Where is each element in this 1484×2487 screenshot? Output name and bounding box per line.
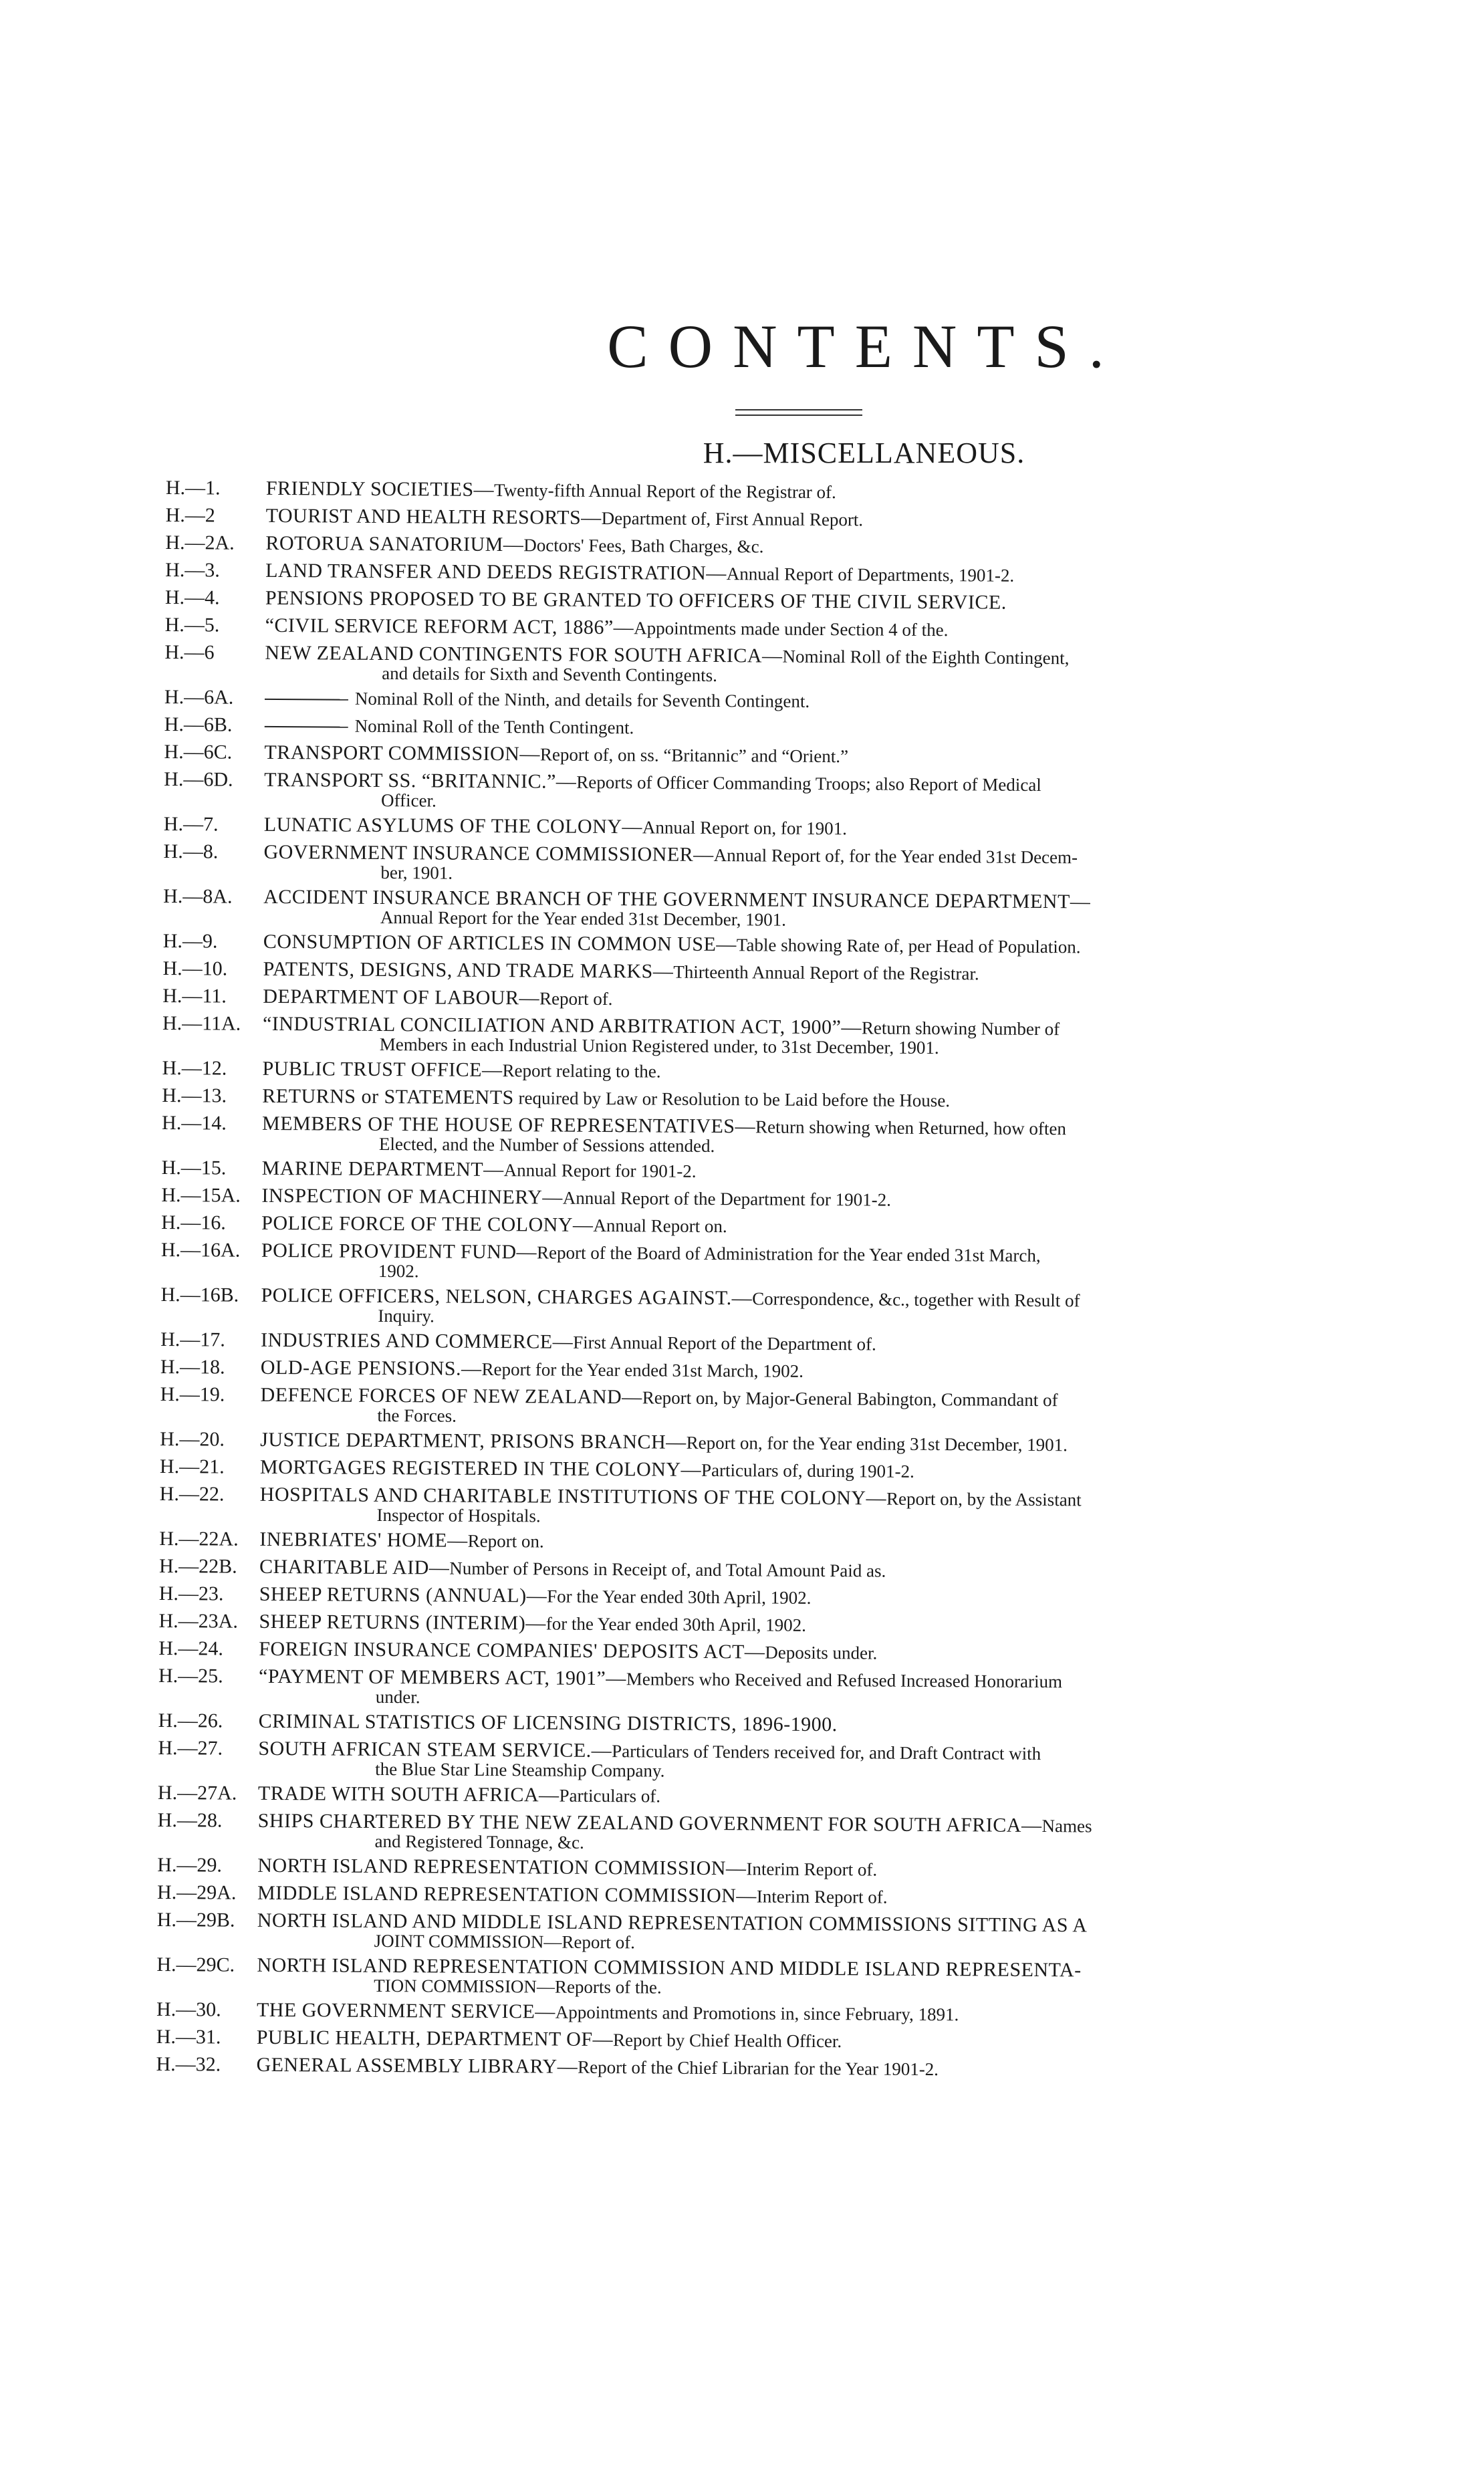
entry-heading: PUBLIC TRUST OFFICE—: [262, 1057, 503, 1082]
entry-heading: ROTORUA SANATORIUM—: [265, 531, 524, 556]
contents-entry: [160, 1284, 1344, 1330]
entry-text: [264, 814, 1347, 842]
entry-code: H.—30.: [156, 1998, 221, 2021]
entry-heading: RETURNS or STATEMENTS: [262, 1084, 514, 1109]
contents-entry: [157, 1810, 1340, 1856]
entry-code: H.—2A.: [165, 531, 235, 554]
entry-code: H.—28.: [157, 1808, 223, 1832]
contents-entry: [160, 1329, 1344, 1358]
entry-text: [264, 742, 1347, 770]
entry-code: H.—18.: [160, 1355, 225, 1379]
contents-entry: [159, 1528, 1342, 1557]
entry-code: H.—3.: [165, 558, 220, 582]
entry-description: Correspondence, &c., together with Result of: [752, 1288, 1080, 1311]
entry-heading: NEW ZEALAND CONTINGENTS FOR SOUTH AFRICA—: [265, 641, 783, 667]
entry-heading: POLICE FORCE OF THE COLONY—: [261, 1211, 594, 1236]
entry-heading: THE GOVERNMENT SERVICE—: [256, 1998, 555, 2023]
entry-text: [265, 642, 1348, 688]
entry-heading: SHIPS CHARTERED BY THE NEW ZEALAND GOVERNMENT FOR SOUTH AFRICA—: [257, 1809, 1042, 1837]
entry-code: H.—22.: [159, 1482, 225, 1506]
entry-description: Deposits under.: [765, 1642, 878, 1663]
entry-text: [261, 1330, 1344, 1358]
entry-heading: DEPARTMENT OF LABOUR—: [263, 985, 540, 1010]
entry-code: H.—21.: [159, 1455, 225, 1478]
entry-heading: JUSTICE DEPARTMENT, PRISONS BRANCH—: [260, 1428, 687, 1453]
entry-text: [259, 1666, 1342, 1711]
entry-text: [257, 1910, 1340, 1956]
contents-entry: [160, 1429, 1343, 1457]
contents-entry: [166, 505, 1349, 534]
entry-text: [263, 886, 1346, 932]
contents-entry: [158, 1738, 1341, 1784]
entry-heading: INEBRIATES' HOME—: [259, 1528, 468, 1552]
entry-code: H.—13.: [162, 1084, 227, 1107]
entry-description: Report of the Board of Administration for the Year ended 31st March,: [536, 1242, 1041, 1266]
entry-heading: “PAYMENT OF MEMBERS ACT, 1901”—: [258, 1665, 626, 1690]
entry-text: [259, 1711, 1342, 1739]
entry-code: H.—17.: [160, 1328, 225, 1351]
entry-continuation: and Registered Tonnage, &c.: [374, 1830, 584, 1853]
entry-description: Particulars of, during 1901-2.: [701, 1459, 914, 1482]
entry-description: Names: [1041, 1816, 1092, 1837]
entry-description: for the Year ended 30th April, 1902.: [545, 1613, 807, 1635]
contents-entry: [164, 814, 1347, 842]
entry-description: Report relating to the.: [502, 1060, 661, 1082]
entry-code: H.—2: [165, 503, 215, 527]
entry-code: H.—14.: [162, 1111, 227, 1135]
contents-entry: [165, 587, 1348, 616]
entry-description: Doctors' Fees, Bath Charges, &c.: [523, 535, 764, 557]
contents-entry: [164, 687, 1348, 715]
entry-text: [265, 715, 1348, 743]
entry-heading: TRANSPORT COMMISSION—: [264, 741, 540, 765]
entry-text: [261, 1213, 1344, 1241]
entry-text: [261, 1285, 1344, 1330]
entry-text: [257, 1855, 1340, 1883]
entry-text: [263, 931, 1346, 959]
entry-continuation: Members in each Industrial Union Registered under, to 31st December, 1901.: [379, 1034, 939, 1058]
contents-entry: [159, 1556, 1342, 1584]
entry-heading: PENSIONS PROPOSED TO BE GRANTED TO OFFICERS OF THE CIVIL SERVICE.: [265, 586, 1007, 614]
entry-heading: FOREIGN INSURANCE COMPANIES' DEPOSITS ACT—: [259, 1637, 765, 1663]
entry-heading: TOURIST AND HEALTH RESORTS—: [265, 504, 602, 529]
entry-heading: ACCIDENT INSURANCE BRANCH OF THE GOVERNMENT INSURANCE DEPARTMENT—: [263, 885, 1091, 913]
entry-heading: CHARITABLE AID—: [259, 1555, 450, 1579]
entry-continuation: JOINT COMMISSION—Report of.: [374, 1930, 635, 1953]
entry-text: [259, 1639, 1342, 1667]
entry-description: First Annual Report of the Department of.: [573, 1332, 876, 1354]
contents-entry: [161, 1239, 1344, 1286]
entry-continuation: under.: [375, 1686, 420, 1707]
contents-entry: [158, 1611, 1342, 1639]
ditto-dash: [265, 699, 348, 701]
entry-description: Annual Report of the Department for 1901-2.: [562, 1187, 892, 1210]
entry-continuation: Annual Report for the Year ended 31st December, 1901.: [380, 907, 787, 930]
entry-continuation: 1902.: [378, 1260, 419, 1282]
entry-text: [259, 1584, 1342, 1612]
entry-text: [263, 959, 1346, 987]
entry-text: [259, 1556, 1342, 1584]
contents-entry: [164, 741, 1347, 770]
entry-heading: NORTH ISLAND REPRESENTATION COMMISSION—: [257, 1854, 747, 1880]
entry-text: [258, 1783, 1341, 1811]
contents-entry: [165, 560, 1348, 588]
entry-code: H.—5.: [164, 613, 220, 636]
entry-description: Report of.: [539, 988, 613, 1010]
entry-heading: LUNATIC ASYLUMS OF THE COLONY—: [263, 813, 643, 838]
entry-text: [261, 1357, 1344, 1385]
entry-code: H.—16A.: [160, 1238, 241, 1262]
entry-code: H.—7.: [163, 812, 219, 836]
entry-heading: FRIENDLY SOCIETIES—: [265, 477, 495, 501]
entry-description: Table showing Rate of, per Head of Population.: [736, 935, 1081, 957]
entry-code: H.—4.: [164, 586, 220, 609]
entry-code: H.—22A.: [159, 1527, 239, 1550]
contents-entry: [162, 985, 1346, 1014]
entry-heading: LAND TRANSFER AND DEEDS REGISTRATION—: [265, 559, 727, 585]
entry-heading: CONSUMPTION OF ARTICLES IN COMMON USE—: [263, 930, 737, 956]
entry-heading: MARINE DEPARTMENT—: [261, 1157, 504, 1181]
entry-text: [265, 560, 1348, 588]
entry-description: Interim Report of.: [756, 1886, 888, 1907]
entry-text: [263, 1014, 1346, 1059]
entry-description: Report of the Chief Librarian for the Year 1901-2.: [578, 2056, 939, 2080]
entry-heading: MORTGAGES REGISTERED IN THE COLONY—: [259, 1455, 702, 1481]
ditto-dash: [265, 726, 348, 728]
entry-heading: DEFENCE FORCES OF NEW ZEALAND—: [260, 1383, 642, 1409]
entry-description: required by Law or Resolution to be Laid before the House.: [513, 1088, 951, 1111]
entry-heading: GOVERNMENT INSURANCE COMMISSIONER—: [263, 840, 714, 866]
entry-code: H.—6A.: [164, 685, 234, 709]
contents-entry: [160, 1456, 1343, 1485]
entry-code: H.—27.: [158, 1736, 223, 1760]
entry-code: H.—8A.: [163, 884, 233, 908]
entry-description: Appointments and Promotions in, since February, 1891.: [555, 2002, 959, 2025]
entry-heading: PATENTS, DESIGNS, AND TRADE MARKS—: [263, 957, 674, 983]
contents-entry: [162, 958, 1346, 987]
entry-heading: OLD-AGE PENSIONS.—: [260, 1356, 482, 1380]
entry-description: Report for the Year ended 31st March, 1902.: [481, 1358, 804, 1381]
entry-text: [266, 505, 1349, 534]
entry-code: H.—19.: [160, 1383, 225, 1406]
contents-entry: [158, 1710, 1342, 1739]
entry-description: Appointments made under Section 4 of the.: [634, 618, 949, 640]
entry-code: H.—23.: [158, 1582, 224, 1605]
contents-entry: [156, 1954, 1340, 2000]
entry-description: For the Year ended 30th April, 1902.: [547, 1586, 812, 1608]
entry-text: [257, 1955, 1340, 2000]
entry-code: H.—6C.: [164, 740, 233, 763]
entry-description: Thirteenth Annual Report of the Registrar.: [673, 961, 979, 984]
contents-entry: [158, 1638, 1342, 1667]
entry-heading: NORTH ISLAND AND MIDDLE ISLAND REPRESENTATION COMMISSIONS SITTING AS A: [257, 1909, 1088, 1937]
contents-entry: [164, 642, 1348, 688]
entry-heading: HOSPITALS AND CHARITABLE INSTITUTIONS OF THE COLONY—: [259, 1483, 887, 1510]
entry-text: [256, 2054, 1339, 2083]
entry-continuation: Elected, and the Number of Sessions attended.: [378, 1133, 715, 1157]
entry-heading: “CIVIL SERVICE REFORM ACT, 1886”—: [265, 614, 634, 639]
entry-text: [260, 1429, 1343, 1457]
entry-text: [265, 687, 1348, 715]
entry-continuation: the Forces.: [377, 1405, 457, 1426]
entry-text: [263, 986, 1346, 1014]
entry-continuation: Inspector of Hospitals.: [376, 1504, 541, 1526]
entry-description: Reports of Officer Commanding Troops; also Report of Medical: [576, 772, 1041, 796]
entry-heading: POLICE PROVIDENT FUND—: [261, 1239, 537, 1264]
entry-code: H.—11A.: [162, 1012, 241, 1035]
entry-heading: TRANSPORT SS. “BRITANNIC.”—: [264, 768, 577, 793]
title-rule-bottom: [735, 414, 862, 416]
entry-text: [261, 1240, 1344, 1286]
entry-text: [262, 1113, 1345, 1159]
contents-entry: [156, 1999, 1340, 2028]
entry-text: [257, 1810, 1340, 1856]
entry-text: [259, 1611, 1342, 1639]
entry-description: Annual Report on, for 1901.: [642, 817, 848, 839]
entry-code: H.—29.: [157, 1853, 223, 1877]
entry-code: H.—6: [164, 640, 215, 664]
entry-description: Twenty-fifth Annual Report of the Registrar of.: [494, 480, 836, 503]
contents-entry: [162, 1013, 1346, 1059]
contents-entry: [161, 1212, 1344, 1241]
entry-text: [260, 1457, 1343, 1485]
contents-entry: [163, 886, 1346, 932]
entry-code: H.—26.: [158, 1709, 223, 1732]
entry-heading: POLICE OFFICERS, NELSON, CHARGES AGAINST.—: [261, 1284, 753, 1310]
entry-description: Report on, by the Assistant: [886, 1488, 1082, 1510]
entry-continuation: Officer.: [380, 790, 437, 811]
entry-heading: TRADE WITH SOUTH AFRICA—: [257, 1782, 560, 1806]
entry-description: Members who Received and Refused Increased Honorarium: [626, 1669, 1063, 1692]
entry-heading: NORTH ISLAND REPRESENTATION COMMISSION AND MIDDLE ISLAND REPRESENTA-: [257, 1953, 1082, 1982]
contents-entry: [157, 1909, 1340, 1956]
contents-entry: [164, 769, 1347, 815]
entry-code: H.—32.: [156, 2052, 221, 2076]
entry-text: [262, 1058, 1345, 1086]
entry-description: Return showing when Returned, how often: [755, 1116, 1067, 1139]
entry-code: H.—31.: [156, 2025, 221, 2048]
entry-description: Nominal Roll of the Ninth, and details for Seventh Contingent.: [354, 688, 810, 711]
entry-description: Particulars of.: [559, 1785, 661, 1806]
contents-entry: [158, 1782, 1341, 1811]
entry-continuation: Inquiry.: [378, 1305, 435, 1326]
entry-heading: SHEEP RETURNS (INTERIM)—: [259, 1610, 546, 1635]
contents-entry: [166, 477, 1349, 506]
entry-description: Report on, by Major-General Babington, Commandant of: [642, 1387, 1058, 1411]
entry-heading: PUBLIC HEALTH, DEPARTMENT OF—: [256, 2026, 614, 2051]
entry-continuation: ber, 1901.: [380, 862, 453, 883]
entry-heading: SHEEP RETURNS (ANNUAL)—: [259, 1582, 547, 1607]
contents-entry: [161, 1185, 1344, 1213]
contents-entry: [157, 1882, 1340, 1911]
contents-entry: [165, 532, 1348, 561]
entry-description: Interim Report of.: [746, 1859, 878, 1880]
entry-description: Report on, for the Year ending 31st December, 1901.: [686, 1432, 1068, 1455]
entry-code: H.—15A.: [161, 1183, 241, 1207]
entry-text: [263, 842, 1346, 887]
entry-heading: “INDUSTRIAL CONCILIATION AND ARBITRATION ACT, 1900”—: [262, 1012, 862, 1039]
entry-text: [262, 1158, 1345, 1186]
entry-description: Annual Report for 1901-2.: [503, 1160, 697, 1181]
entry-code: H.—29C.: [156, 1953, 235, 1976]
contents-entry: [164, 714, 1348, 743]
contents-entry: [158, 1665, 1342, 1711]
contents-entry: [159, 1583, 1342, 1612]
contents-entry: [162, 1112, 1345, 1159]
entry-code: H.—16.: [161, 1211, 226, 1234]
entry-code: H.—29B.: [156, 1908, 235, 1931]
contents-entry: [162, 1085, 1345, 1114]
entry-text: [264, 769, 1347, 815]
entry-code: H.—9.: [162, 929, 218, 953]
entry-description: Particulars of Tenders received for, and Draft Contract with: [612, 1741, 1041, 1764]
entry-description: Annual Report on.: [593, 1215, 727, 1237]
entry-code: H.—15.: [161, 1156, 227, 1179]
section-heading: H.—MISCELLANEOUS.: [703, 437, 1025, 469]
contents-entry: [165, 614, 1348, 643]
entry-code: H.—29A.: [156, 1881, 237, 1904]
entry-code: H.—25.: [158, 1664, 223, 1687]
entry-code: H.—20.: [160, 1427, 225, 1451]
entry-heading: INSPECTION OF MACHINERY—: [261, 1184, 563, 1209]
contents-entry: [160, 1356, 1344, 1385]
entry-text: [257, 2027, 1340, 2055]
entry-text: [258, 1738, 1341, 1784]
entry-code: H.—11.: [162, 984, 227, 1008]
contents-entry: [160, 1384, 1343, 1430]
entry-description: Report of, on ss. “Britannic” and “Orient.”: [539, 744, 849, 767]
entry-code: H.—23A.: [158, 1609, 238, 1633]
entry-code: H.—6B.: [164, 713, 233, 736]
entry-heading: GENERAL ASSEMBLY LIBRARY—: [256, 2053, 578, 2078]
entry-text: [265, 615, 1348, 643]
entry-code: H.—22B.: [158, 1554, 237, 1578]
entry-description: Return showing Number of: [861, 1018, 1060, 1040]
entry-code: H.—1.: [165, 477, 221, 499]
entry-description: Number of Persons in Receipt of, and Total Amount Paid as.: [449, 1558, 886, 1581]
entry-text: [259, 1529, 1342, 1557]
entry-code: H.—10.: [162, 957, 228, 980]
entry-code: H.—8.: [163, 840, 219, 863]
contents-entry: [157, 1855, 1340, 1883]
title-rule-top: [735, 409, 862, 410]
entry-heading: MIDDLE ISLAND REPRESENTATION COMMISSION—: [257, 1881, 757, 1907]
contents-entry: [156, 2054, 1339, 2083]
entry-text: [266, 478, 1349, 506]
contents-entry: [163, 841, 1346, 887]
entry-text: [259, 1484, 1342, 1530]
entry-description: Annual Report of Departments, 1901-2.: [726, 564, 1015, 586]
entry-text: [265, 533, 1348, 561]
entry-heading: CRIMINAL STATISTICS OF LICENSING DISTRICTS, 1896-1900.: [258, 1709, 838, 1736]
entry-code: H.—16B.: [160, 1283, 239, 1306]
entry-code: H.—24.: [158, 1637, 224, 1660]
entry-text: [265, 588, 1348, 616]
entry-text: [257, 2000, 1340, 2028]
entry-description: Annual Report of, for the Year ended 31st Decem-: [713, 845, 1078, 868]
page-title: CONTENTS.: [607, 312, 1124, 380]
entry-code: H.—6D.: [164, 767, 233, 791]
entry-heading: SOUTH AFRICAN STEAM SERVICE.—: [258, 1737, 612, 1762]
entry-code: H.—12.: [162, 1056, 227, 1080]
entry-heading: MEMBERS OF THE HOUSE OF REPRESENTATIVES—: [261, 1112, 756, 1138]
entry-description: Nominal Roll of the Tenth Contingent.: [354, 715, 634, 738]
contents-entry: [163, 931, 1346, 959]
entry-text: [262, 1086, 1345, 1114]
entry-text: [261, 1185, 1344, 1213]
contents-entry: [162, 1058, 1346, 1086]
entry-continuation: and details for Sixth and Seventh Contingents.: [382, 663, 718, 686]
contents-entry: [162, 1157, 1345, 1186]
contents-list: [156, 477, 1349, 2089]
entry-text: [260, 1385, 1343, 1430]
entry-description: Department of, First Annual Report.: [601, 507, 864, 530]
entry-description: Report on.: [467, 1530, 544, 1552]
entry-continuation: the Blue Star Line Steamship Company.: [375, 1758, 665, 1781]
entry-continuation: TION COMMISSION—Reports of the.: [374, 1975, 662, 1998]
entry-description: Nominal Roll of the Eighth Contingent,: [782, 646, 1070, 669]
contents-entry: [156, 2026, 1340, 2055]
entry-text: [257, 1883, 1340, 1911]
entry-code: H.—27A.: [157, 1781, 237, 1804]
entry-description: Report by Chief Health Officer.: [612, 2030, 842, 2052]
contents-entry: [159, 1484, 1342, 1530]
entry-heading: INDUSTRIES AND COMMERCE—: [261, 1328, 574, 1353]
